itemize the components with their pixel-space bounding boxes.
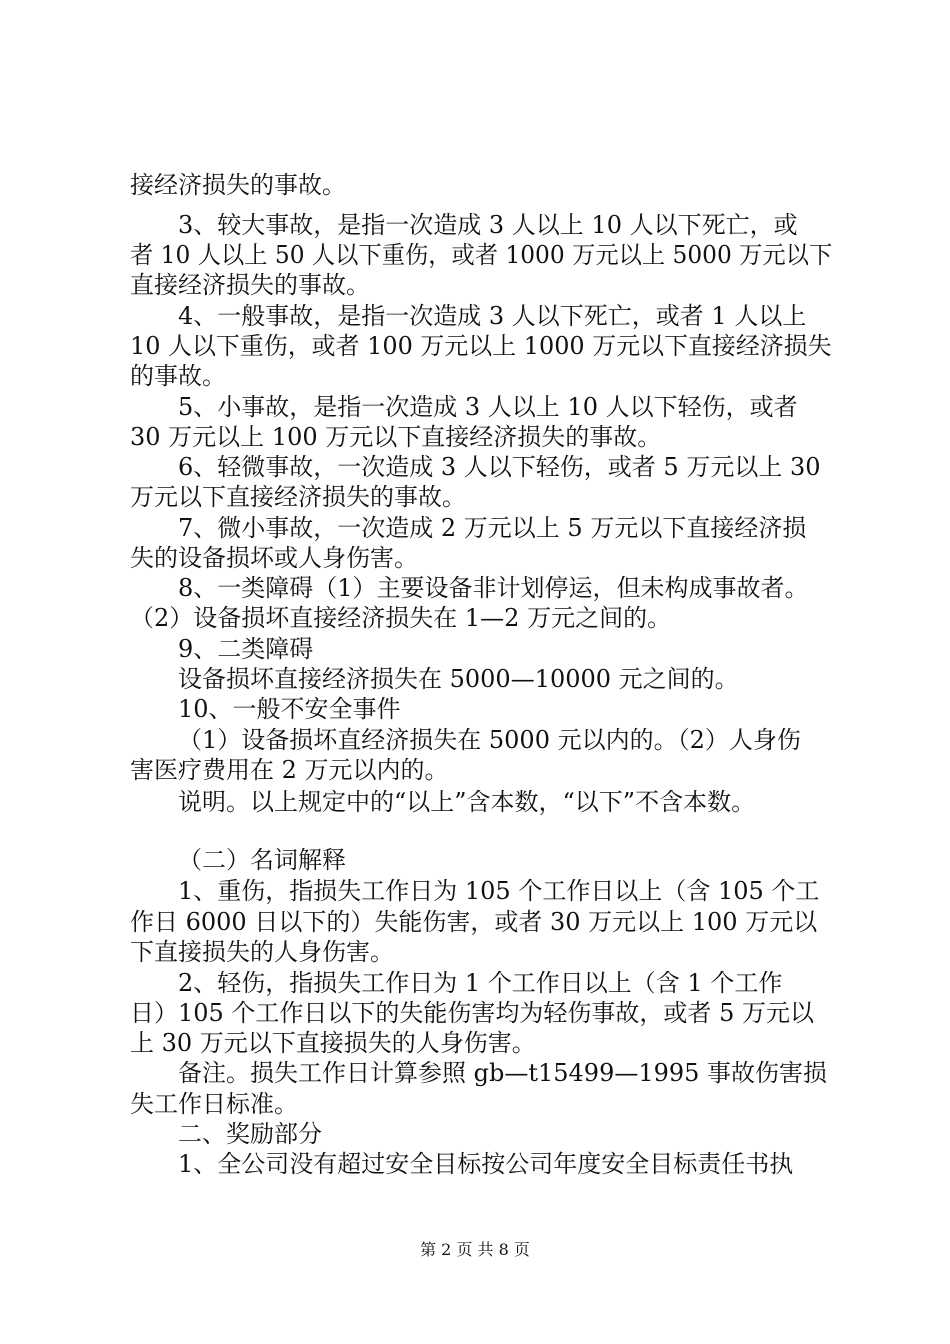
text-line: 害医疗费用在 2 万元以内的。 xyxy=(130,756,449,784)
text-line: 设备损坏直接经济损失在 5000—10000 元之间的。 xyxy=(178,665,739,693)
text-line: 8、一类障碍（1）主要设备非计划停运，但未构成事故者。 xyxy=(178,574,809,602)
text-line: 10、一般不安全事件 xyxy=(178,695,401,723)
text-line: 日）105 个工作日以下的失能伤害均为轻伤事故，或者 5 万元以 xyxy=(130,999,814,1027)
text-line: 接经济损失的事故。 xyxy=(130,171,346,199)
text-line: 30 万元以上 100 万元以下直接经济损失的事故。 xyxy=(130,423,662,451)
section-heading: （二）名词解释 xyxy=(178,846,346,874)
text-line: 4、一般事故，是指一次造成 3 人以下死亡，或者 1 人以上 xyxy=(178,302,807,330)
text-line: 1、重伤，指损失工作日为 105 个工作日以上（含 105 个工 xyxy=(178,877,820,905)
text-line: 9、二类障碍 xyxy=(178,635,314,663)
text-line: 直接经济损失的事故。 xyxy=(130,271,370,299)
text-line: 3、较大事故，是指一次造成 3 人以上 10 人以下死亡，或 xyxy=(178,211,798,239)
section-heading: 二、奖励部分 xyxy=(178,1120,322,1148)
text-line: 上 30 万元以下直接损失的人身伤害。 xyxy=(130,1029,536,1057)
text-line: 作日 6000 日以下的）失能伤害，或者 30 万元以上 100 万元以 xyxy=(130,908,818,936)
text-line: 下直接损失的人身伤害。 xyxy=(130,938,394,966)
text-line: 者 10 人以上 50 人以下重伤，或者 1000 万元以上 5000 万元以下 xyxy=(130,241,833,269)
text-line: 失工作日标准。 xyxy=(130,1090,298,1118)
text-line: （2）设备损坏直接经济损失在 1—2 万元之间的。 xyxy=(130,604,672,632)
text-line: 6、轻微事故，一次造成 3 人以下轻伤，或者 5 万元以上 30 xyxy=(178,453,821,481)
text-line: 备注。损失工作日计算参照 gb—t15499—1995 事故伤害损 xyxy=(178,1059,828,1087)
text-line: 7、微小事故，一次造成 2 万元以上 5 万元以下直接经济损 xyxy=(178,514,807,542)
text-line: 1、全公司没有超过安全目标按公司年度安全目标责任书执 xyxy=(178,1150,794,1178)
text-line: 失的设备损坏或人身伤害。 xyxy=(130,544,418,572)
text-line: 10 人以下重伤，或者 100 万元以上 1000 万元以下直接经济损失 xyxy=(130,332,832,360)
text-line: 万元以下直接经济损失的事故。 xyxy=(130,483,466,511)
page-number-footer: 第 2 页 共 8 页 xyxy=(420,1240,530,1259)
text-line: 2、轻伤，指损失工作日为 1 个工作日以上（含 1 个工作 xyxy=(178,969,783,997)
text-line: 说明。以上规定中的“以上”含本数，“以下”不含本数。 xyxy=(178,788,756,816)
text-line: 5、小事故，是指一次造成 3 人以上 10 人以下轻伤，或者 xyxy=(178,393,798,421)
text-line: （1）设备损坏直经济损失在 5000 元以内的。（2）人身伤 xyxy=(178,726,801,754)
text-line: 的事故。 xyxy=(130,362,226,390)
